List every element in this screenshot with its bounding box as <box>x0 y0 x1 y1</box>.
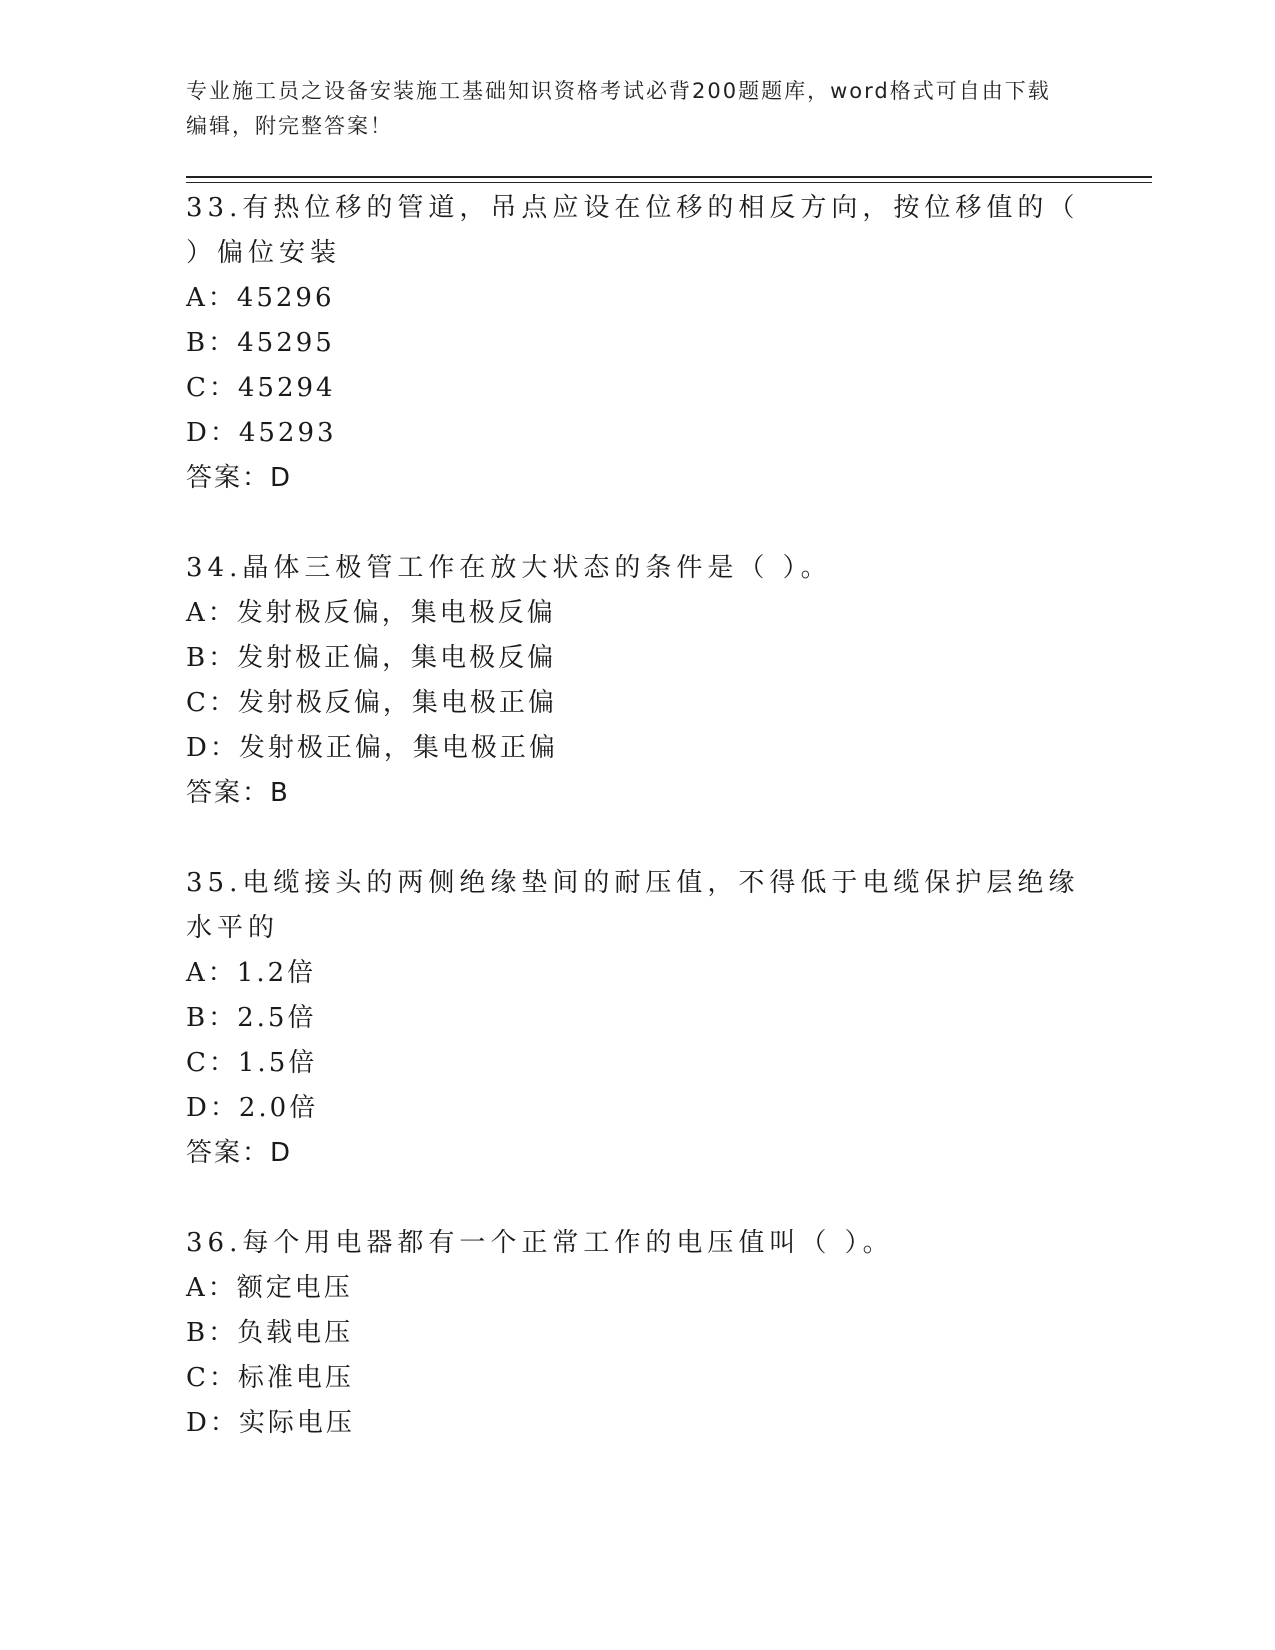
option-b: B：发射极正偏，集电极反偏 <box>186 643 557 673</box>
question-stem: 34.晶体三极管工作在放大状态的条件是（ ）。 <box>186 553 832 583</box>
question-stem: 36.每个用电器都有一个正常工作的电压值叫（ ）。 <box>186 1228 894 1258</box>
answer: 答案：D <box>186 463 293 493</box>
question-36 <box>186 1221 1086 1446</box>
question-stem: 33.有热位移的管道，吊点应设在位移的相反方向，按位移值的（ ）偏位安装 <box>186 193 1080 268</box>
question-34 <box>186 546 1086 816</box>
option-b: B：45295 <box>186 328 335 358</box>
question-35 <box>186 861 1086 1176</box>
option-a: A：45296 <box>186 283 335 313</box>
option-d: D：45293 <box>186 418 337 448</box>
option-c: C：45294 <box>186 373 336 403</box>
header-divider-thin <box>186 182 1152 183</box>
option-c: C：1.5倍 <box>186 1048 318 1078</box>
option-a: A：额定电压 <box>186 1273 353 1303</box>
header-divider <box>186 176 1152 178</box>
option-d: D：实际电压 <box>186 1408 355 1438</box>
option-a: A：发射极反偏，集电极反偏 <box>186 598 556 628</box>
document-header: 专业施工员之设备安装施工基础知识资格考试必背200题题库，word格式可自由下载编辑，附完整答案！ <box>186 79 1051 138</box>
question-stem: 35.电缆接头的两侧绝缘垫间的耐压值，不得低于电缆保护层绝缘水平的 <box>186 868 1080 943</box>
option-b: B：负载电压 <box>186 1318 354 1348</box>
answer: 答案：D <box>186 1138 293 1168</box>
option-b: B：2.5倍 <box>186 1003 317 1033</box>
answer: 答案：B <box>186 778 290 808</box>
question-33 <box>186 186 1086 501</box>
option-d: D：2.0倍 <box>186 1093 319 1123</box>
option-a: A：1.2倍 <box>186 958 317 988</box>
option-d: D：发射极正偏，集电极正偏 <box>186 733 558 763</box>
option-c: C：发射极反偏，集电极正偏 <box>186 688 557 718</box>
question-list <box>186 186 1086 1446</box>
option-c: C：标准电压 <box>186 1363 354 1393</box>
